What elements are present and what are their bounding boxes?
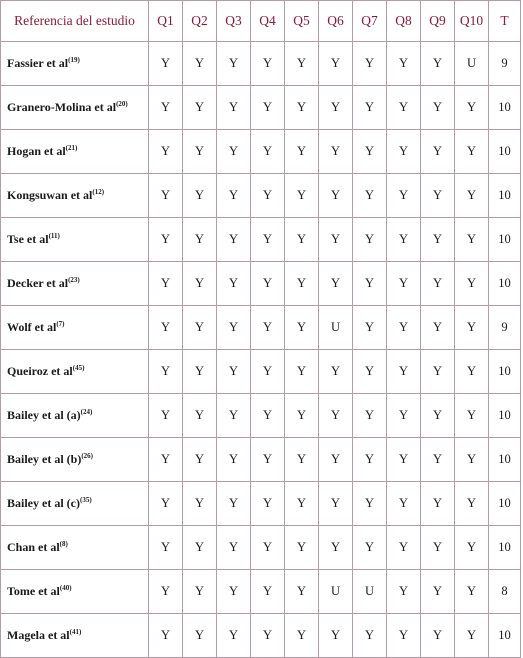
table-row	[1, 130, 521, 174]
total-score-cell: 10	[489, 438, 521, 482]
criterion-cell: Y	[353, 306, 387, 350]
criterion-cell: Y	[455, 262, 489, 306]
study-author: Kongsuwan et al	[7, 188, 93, 202]
total-score-cell: 10	[489, 174, 521, 218]
criterion-cell: Y	[149, 614, 183, 658]
criterion-cell: Y	[285, 262, 319, 306]
criterion-cell: Y	[149, 130, 183, 174]
citation-number: (12)	[92, 188, 105, 196]
criterion-cell: Y	[251, 614, 285, 658]
study-author: Tome et al	[7, 584, 60, 598]
criterion-cell: Y	[387, 526, 421, 570]
column-header-q7: Q7	[353, 1, 387, 42]
study-reference-cell	[1, 42, 149, 86]
criterion-cell: Y	[387, 438, 421, 482]
criterion-cell: Y	[217, 526, 251, 570]
criterion-cell: Y	[149, 438, 183, 482]
criterion-cell: Y	[353, 438, 387, 482]
total-score-cell: 10	[489, 394, 521, 438]
criterion-cell: Y	[455, 350, 489, 394]
citation-number: (11)	[48, 232, 60, 240]
citation-number: (45)	[72, 364, 85, 372]
criterion-cell: Y	[455, 570, 489, 614]
criterion-cell: Y	[183, 526, 217, 570]
criterion-cell: Y	[455, 482, 489, 526]
criterion-cell: Y	[251, 394, 285, 438]
criterion-cell: Y	[251, 174, 285, 218]
total-score-cell: 10	[489, 526, 521, 570]
table-row	[1, 42, 521, 86]
criterion-cell: Y	[455, 438, 489, 482]
criterion-cell: Y	[149, 570, 183, 614]
table-row	[1, 482, 521, 526]
study-author: Bailey et al (c)	[7, 496, 80, 510]
citation-number: (8)	[59, 540, 68, 548]
criterion-cell: Y	[251, 218, 285, 262]
criterion-cell: Y	[353, 262, 387, 306]
criterion-cell: Y	[319, 394, 353, 438]
study-reference-cell	[1, 394, 149, 438]
criterion-cell: U	[319, 306, 353, 350]
criterion-cell: Y	[353, 614, 387, 658]
column-header-q5: Q5	[285, 1, 319, 42]
criterion-cell: Y	[183, 482, 217, 526]
criterion-cell: Y	[421, 526, 455, 570]
criterion-cell: Y	[455, 86, 489, 130]
criterion-cell: Y	[319, 218, 353, 262]
criterion-cell: Y	[421, 306, 455, 350]
criterion-cell: Y	[387, 262, 421, 306]
criterion-cell: Y	[387, 306, 421, 350]
criterion-cell: Y	[421, 614, 455, 658]
criterion-cell: Y	[353, 350, 387, 394]
criterion-cell: Y	[319, 130, 353, 174]
criterion-cell: Y	[251, 350, 285, 394]
criterion-cell: Y	[251, 482, 285, 526]
study-author: Bailey et al (b)	[7, 452, 82, 466]
criterion-cell: Y	[353, 42, 387, 86]
study-reference-cell	[1, 482, 149, 526]
criterion-cell: U	[353, 570, 387, 614]
criterion-cell: Y	[217, 482, 251, 526]
criterion-cell: Y	[183, 394, 217, 438]
table-row	[1, 86, 521, 130]
criterion-cell: Y	[251, 262, 285, 306]
criterion-cell: Y	[387, 130, 421, 174]
criterion-cell: Y	[455, 614, 489, 658]
criterion-cell: Y	[319, 350, 353, 394]
criterion-cell: Y	[455, 174, 489, 218]
criterion-cell: Y	[421, 86, 455, 130]
table-body	[1, 42, 521, 658]
column-header-q6: Q6	[319, 1, 353, 42]
criterion-cell: Y	[285, 130, 319, 174]
criterion-cell: Y	[149, 262, 183, 306]
criterion-cell: Y	[353, 86, 387, 130]
criterion-cell: Y	[319, 614, 353, 658]
criterion-cell: Y	[149, 306, 183, 350]
table-row	[1, 394, 521, 438]
criterion-cell: Y	[353, 526, 387, 570]
criterion-cell: Y	[421, 130, 455, 174]
criterion-cell: Y	[251, 306, 285, 350]
criterion-cell: Y	[387, 482, 421, 526]
criterion-cell: Y	[183, 350, 217, 394]
criterion-cell: Y	[387, 174, 421, 218]
citation-number: (24)	[80, 408, 93, 416]
criterion-cell: Y	[217, 42, 251, 86]
criterion-cell: Y	[149, 394, 183, 438]
study-reference-cell	[1, 614, 149, 658]
criterion-cell: Y	[455, 218, 489, 262]
study-reference-cell	[1, 218, 149, 262]
criterion-cell: Y	[353, 482, 387, 526]
column-header-q10: Q10	[455, 1, 489, 42]
criterion-cell: Y	[217, 350, 251, 394]
criterion-cell: Y	[387, 614, 421, 658]
criterion-cell: Y	[319, 42, 353, 86]
study-author: Bailey et al (a)	[7, 408, 81, 422]
table-row	[1, 218, 521, 262]
criterion-cell: Y	[217, 174, 251, 218]
citation-number: (23)	[68, 276, 80, 284]
study-author: Hogan et al	[7, 144, 66, 158]
criterion-cell: Y	[285, 438, 319, 482]
criterion-cell: Y	[183, 174, 217, 218]
criterion-cell: Y	[251, 570, 285, 614]
criterion-cell: Y	[217, 614, 251, 658]
criterion-cell: Y	[285, 482, 319, 526]
criterion-cell: Y	[251, 438, 285, 482]
total-score-cell: 9	[489, 42, 521, 86]
study-reference-cell	[1, 174, 149, 218]
table-row	[1, 614, 521, 658]
criterion-cell: Y	[149, 350, 183, 394]
column-header-q9: Q9	[421, 1, 455, 42]
total-score-cell: 9	[489, 306, 521, 350]
column-header-reference: Referencia del estudio	[1, 1, 149, 42]
total-score-cell: 10	[489, 350, 521, 394]
header-row	[1, 1, 521, 42]
total-score-cell: 10	[489, 614, 521, 658]
study-author: Decker et al	[7, 276, 69, 290]
criterion-cell: Y	[217, 262, 251, 306]
criterion-cell: Y	[285, 218, 319, 262]
criterion-cell: Y	[421, 482, 455, 526]
column-header-q1: Q1	[149, 1, 183, 42]
study-author: Wolf et al	[7, 320, 57, 334]
criterion-cell: Y	[353, 130, 387, 174]
criterion-cell: Y	[455, 130, 489, 174]
criterion-cell: Y	[421, 218, 455, 262]
criterion-cell: Y	[251, 526, 285, 570]
study-author: Fassier et al	[7, 56, 69, 70]
criterion-cell: Y	[149, 526, 183, 570]
criterion-cell: Y	[319, 86, 353, 130]
study-reference-cell	[1, 262, 149, 306]
table-row	[1, 174, 521, 218]
criterion-cell: Y	[387, 394, 421, 438]
study-author: Tse et al	[7, 232, 49, 246]
criterion-cell: Y	[285, 526, 319, 570]
criterion-cell: Y	[183, 438, 217, 482]
criterion-cell: Y	[353, 174, 387, 218]
table-row	[1, 262, 521, 306]
criterion-cell: Y	[149, 174, 183, 218]
criterion-cell: Y	[285, 86, 319, 130]
total-score-cell: 8	[489, 570, 521, 614]
criterion-cell: Y	[387, 42, 421, 86]
study-author: Granero-Molina et al	[7, 100, 117, 114]
criterion-cell: Y	[353, 394, 387, 438]
total-score-cell: 10	[489, 130, 521, 174]
criterion-cell: Y	[183, 130, 217, 174]
study-reference-cell	[1, 438, 149, 482]
criterion-cell: U	[455, 42, 489, 86]
study-reference-cell	[1, 526, 149, 570]
criterion-cell: Y	[421, 42, 455, 86]
criterion-cell: Y	[217, 130, 251, 174]
criterion-cell: Y	[319, 174, 353, 218]
criterion-cell: Y	[183, 306, 217, 350]
citation-number: (40)	[59, 584, 72, 592]
table-row	[1, 526, 521, 570]
criterion-cell: Y	[183, 42, 217, 86]
criterion-cell: Y	[285, 306, 319, 350]
citation-number: (21)	[65, 144, 78, 152]
table-row	[1, 350, 521, 394]
criterion-cell: Y	[149, 86, 183, 130]
criterion-cell: Y	[319, 438, 353, 482]
criterion-cell: Y	[217, 438, 251, 482]
table-row	[1, 438, 521, 482]
criterion-cell: Y	[183, 570, 217, 614]
criterion-cell: Y	[319, 526, 353, 570]
criterion-cell: Y	[319, 482, 353, 526]
criterion-cell: Y	[387, 350, 421, 394]
study-reference-cell	[1, 306, 149, 350]
study-reference-cell	[1, 570, 149, 614]
criterion-cell: Y	[285, 42, 319, 86]
study-author: Chan et al	[7, 540, 60, 554]
criterion-cell: Y	[421, 570, 455, 614]
criterion-cell: Y	[251, 86, 285, 130]
criterion-cell: Y	[455, 394, 489, 438]
column-header-q8: Q8	[387, 1, 421, 42]
criterion-cell: Y	[149, 482, 183, 526]
criterion-cell: Y	[421, 262, 455, 306]
citation-number: (7)	[56, 320, 65, 328]
criterion-cell: Y	[217, 394, 251, 438]
criterion-cell: Y	[217, 86, 251, 130]
criterion-cell: Y	[387, 86, 421, 130]
criterion-cell: Y	[183, 614, 217, 658]
total-score-cell: 10	[489, 218, 521, 262]
criterion-cell: Y	[183, 262, 217, 306]
criterion-cell: Y	[285, 350, 319, 394]
criterion-cell: Y	[421, 394, 455, 438]
criterion-cell: Y	[387, 218, 421, 262]
criterion-cell: Y	[149, 42, 183, 86]
criterion-cell: Y	[285, 394, 319, 438]
criterion-cell: Y	[217, 306, 251, 350]
criterion-cell: Y	[251, 130, 285, 174]
total-score-cell: 10	[489, 482, 521, 526]
column-header-q4: Q4	[251, 1, 285, 42]
study-reference-cell	[1, 86, 149, 130]
criterion-cell: Y	[183, 218, 217, 262]
criterion-cell: Y	[455, 306, 489, 350]
total-score-cell: 10	[489, 86, 521, 130]
column-header-total: T	[489, 1, 521, 42]
column-header-q3: Q3	[217, 1, 251, 42]
criterion-cell: Y	[183, 86, 217, 130]
criterion-cell: Y	[149, 218, 183, 262]
criterion-cell: Y	[217, 570, 251, 614]
study-reference-cell	[1, 350, 149, 394]
criterion-cell: U	[319, 570, 353, 614]
total-score-cell: 10	[489, 262, 521, 306]
study-author: Queiroz et al	[7, 364, 73, 378]
criterion-cell: Y	[319, 262, 353, 306]
criterion-cell: Y	[217, 218, 251, 262]
criterion-cell: Y	[455, 526, 489, 570]
citation-number: (19)	[68, 56, 80, 64]
study-reference-cell	[1, 130, 149, 174]
criterion-cell: Y	[387, 570, 421, 614]
column-header-q2: Q2	[183, 1, 217, 42]
citation-number: (20)	[116, 100, 128, 108]
table-row	[1, 306, 521, 350]
citation-number: (26)	[81, 452, 93, 460]
study-author: Magela et al	[7, 628, 70, 642]
criterion-cell: Y	[251, 42, 285, 86]
table-row	[1, 570, 521, 614]
criterion-cell: Y	[421, 350, 455, 394]
criterion-cell: Y	[285, 570, 319, 614]
criterion-cell: Y	[353, 218, 387, 262]
criterion-cell: Y	[285, 614, 319, 658]
citation-number: (35)	[79, 496, 92, 504]
criterion-cell: Y	[421, 174, 455, 218]
criterion-cell: Y	[421, 438, 455, 482]
citation-number: (41)	[69, 628, 82, 636]
criterion-cell: Y	[285, 174, 319, 218]
